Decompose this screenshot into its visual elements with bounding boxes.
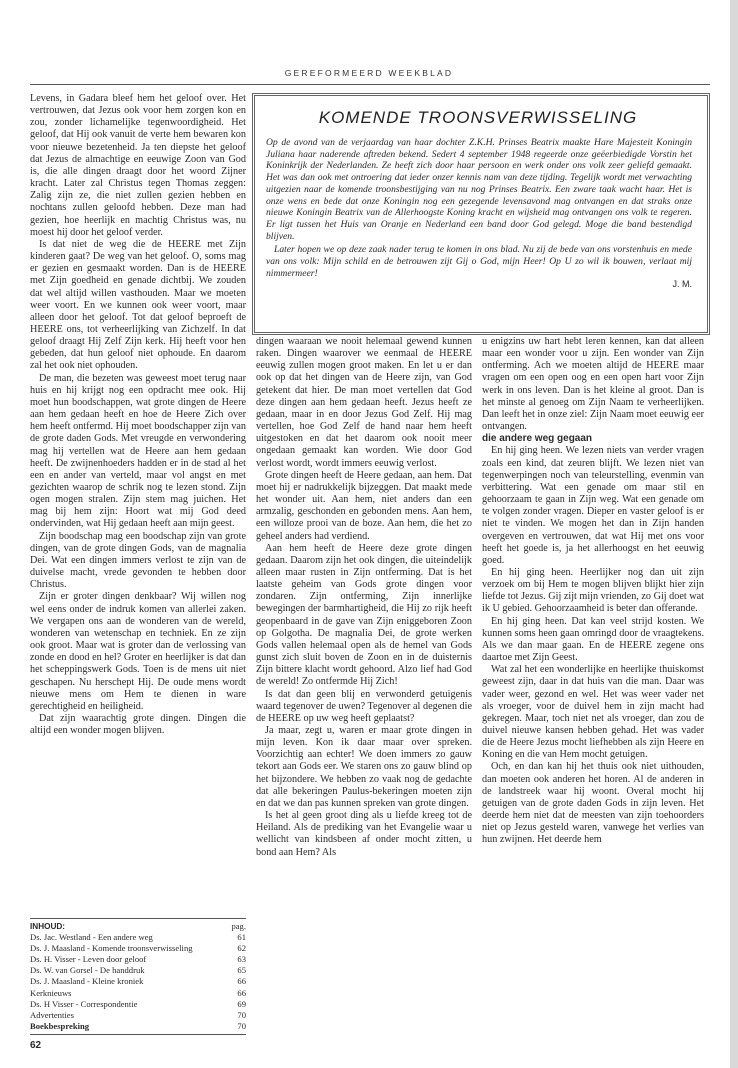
toc-heading: INHOUD: xyxy=(30,922,66,931)
paragraph: Is dat niet de weg die de HEERE met Zijn kinderen gaat? De weg van het geloof. O, soms mag er gezien en gesmaakt worden. Dan is de HEERE met Zijn goedheid en genade dichtbij. We zouden dat wel altijd willen vasthouden. Maar we moeten weer voort. En we kunnen ook weer voort, maar alleen door het geloof. Tot dat geloof beproeft de HEERE ons, tot verheerlijking van Zichzelf. In dat geloof draagt Hij Zelf Zijn kerk. Hij heeft voor hen gebeden, dat hun geloof niet ophoude. En daarom zal het ook niet ophouden. xyxy=(30,238,246,372)
toc-bottom-rule xyxy=(30,1034,246,1035)
paragraph: dingen waaraan we nooit helemaal gewend kunnen raken. Dingen waarover we eenmaal de HEERE eeuwig zullen mogen groot maken. En let u er dan ook op dat het dingen van de Heere zijn, van God getekent dat hier. De man moet vertellen dat God deze dingen aan hem gedaan heeft. Jezus heeft ze gedaan, maar in en door Jezus God Zelf. Hij mag vertellen, hoe God Zelf de hand naar hem heeft uitgestoken en dat het daarom ook nooit meer ongedaan gemaakt kan worden. Wie door God verlost wordt, wordt immers eeuwig verlost. xyxy=(256,336,472,469)
column-left xyxy=(30,93,246,737)
toc-header xyxy=(30,921,246,932)
toc-item: Ds. Jac. Westland - Een andere weg 61 xyxy=(30,932,246,943)
column-middle xyxy=(256,336,472,859)
paragraph: Zijn er groter dingen denkbaar? Wij willen nog wel eens onder de indruk komen van allerlei zaken. We vergapen ons aan de wonderen van de wereld, wonderen van wetenschap en techniek. En ze zijn ook groot. Maar wat is groter dan de verlossing van zonde en dood en hel? Groter en heerlijker is dat dan het scheppingswerk Gods. Toen is de mens uit niet geschapen. Nu herschept Hij. De oude mens wordt nieuwe mens om Hem te dienen in ware gerechtigheid en heiligheid. xyxy=(30,591,246,712)
toc-item: Ds. J. Maasland - Komende troonsverwisseling 62 xyxy=(30,943,246,954)
paragraph: Later hopen we op deze zaak nader terug te komen in ons blad. Nu zij de bede van ons vorstenhuis en mede van ons volk: Mijn schild en de betrouwen zijt Gij o God, mijn Heer! Op U zo wil ik bouwen, verlaat mij nimmermeer! xyxy=(266,244,692,279)
toc-item: Advertenties 70 xyxy=(30,1009,246,1020)
page-number: 62 xyxy=(30,1040,42,1051)
paragraph: Wat zal het een wonderlijke en heerlijke thuiskomst geweest zijn, daar in dat huis van die man. Daar was vader weer, gezond en wel. Het was weer vader net als vroeger, voor de duivel hem in zijn macht had gekregen. Maar, toch niet net als vroeger, dan zou de duivel nieuwe kansen hebben gehad. Het was vader die de Heere Jezus mocht liefhebben als zijn Heere en Koning en die van Hem mocht getuigen. xyxy=(482,664,704,761)
toc-top-rule xyxy=(30,918,246,919)
toc-item: Ds. H. Visser - Leven door geloof 63 xyxy=(30,954,246,965)
announcement-body xyxy=(266,137,692,291)
signature: J. M. xyxy=(672,279,692,290)
paragraph: Ja maar, zegt u, waren er maar grote dingen in mijn leven. Kon ik daar maar over spreken. Voorzichtig aan echter! We doen immers zo gauw tekort aan Gods eer. We staren ons zo gauw blind op het bijzondere. We hebben zo vaak nog de gedachte dat alle bekeringen Paulus-bekeringen moeten zijn en dat we dan pas kunnen spreken van grote dingen. xyxy=(256,725,472,809)
paragraph: En hij ging heen. We lezen niets van verder vragen zoals een kind, dat zeuren blijft. We lezen niet van tegenwerpingen noch van teleurstelling, evenmin van verbittering. Wat een genade om maar stil en gehoorzaam te gaan in Zijn weg. Wat een genade om te volgen zonder vragen. Dieper en vaster geloof is er niet te vinden. We mogen het dan in Zijn handen overgeven en vertrouwen, dat wat Hij met ons voor heeft het goede is, ja het allerhoogst en het eeuwig goed. xyxy=(482,445,704,566)
paragraph: En hij ging heen. Dat kan veel strijd kosten. We kunnen soms heen gaan omringd door de vraagtekens. Als we dan maar gaan. En de HEERE zegene ons daartoe met Zijn Geest. xyxy=(482,615,704,664)
paragraph: De man, die bezeten was geweest moet terug naar huis en hij krijgt nog een opdracht mee ook. Hij moet hun boodschappen, wat grote dingen de Heere aan hem gedaan heeft en hoe de Heere Zich over hem heeft ontfermd. Hij moet boodschapper zijn van de grote daden Gods. Met vreugde en verwondering mag hij vertellen wat de Heere aan hem gedaan heeft. De zwijnenhoeders hadden er in de stad al het een en ander van verteld, maar vol angst en met gezichten waarop de schrik nog te lezen stond. Zijn ogen mogen stralen. Zijn stem mag juichen. Het mag bij hem zijn: Hoort wat mij God deed ondervinden, wat Hij gedaan heeft aan mijn geest. xyxy=(30,372,246,530)
paragraph: En hij ging heen. Heerlijker nog dan uit zijn verzoek om bij Hem te mogen blijven blijkt hier zijn liefde tot Jezus. Gij zijt mijn vrienden, zo Gij doet wat ik U gebied. Gehoorzaamheid is beter dan offerande. xyxy=(482,566,704,615)
table-of-contents xyxy=(30,921,246,1032)
paragraph: Grote dingen heeft de Heere gedaan, aan hem. Dat moet hij er nadrukkelijk bijzeggen. Dat maakt mede het wonder uit. Aan hem, niet anders dan een armzalig, geschonden en gebonden mens. Aan hem, een willoze prooi van de boze. Aan hem, die het zo geheel anders had verdiend. xyxy=(256,469,472,542)
paragraph: Aan hem heeft de Heere deze grote dingen gedaan. Daarom zijn het ook dingen, die uiteindelijk alleen maar rusten in Zijn ontferming. Dat is het laatste geheim van Gods grote dingen voor zondaren. Zijn ontferming, Zijn innerlijke bewegingen der barmhartigheid, die Hij zo rijk heeft geopenbaard in de gave van Zijn eniggeboren Zoon op Golgotha. De magnalia Dei, de grote werken Gods vallen helemaal open als de hemel van Gods gunst zich sluit boven de Zoon en in de duisternis Zijn bittere klacht wordt gehoord. Alzo lief had God de wereld! Zo ontfermde Hij Zich! xyxy=(256,542,472,688)
toc-item: Ds. W. van Gorsel - De handdruk 65 xyxy=(30,965,246,976)
announcement-title: KOMENDE TROONSVERWISSELING xyxy=(318,108,638,127)
toc-page-heading: pag. xyxy=(231,921,246,931)
paragraph: Zijn boodschap mag een boodschap zijn van grote dingen, van de grote dingen Gods, van de magnalia Dei. Wat een dingen immers verlost te zijn van de duivelse macht, vrede gevonden te hebben door Christus. xyxy=(30,530,246,591)
paragraph: Levens, in Gadara bleef hem het geloof over. Het vertrouwen, dat Jezus ook voor hem zorgen kon en zou, zonder lichamelijke tegenwoordigheid. Het geloof, dat Hij ook vanuit de verte hem bewaren kon voor nieuwe bezetenheid. Ja ten diepste het geloof dat Jezus de almachtige en eeuwige Zoon van God is, die alle dingen draagt door het woord Zijner kracht. Later zal Christus tegen Thomas zeggen: Zalig zijn ze, die niet zullen gezien hebben en nochtans zullen geloofd hebben. Deze man had gezien, hoe heerlijk en machtig Christus was, nu moest hij door het geloof verder. xyxy=(30,93,246,238)
page-edge-shadow xyxy=(730,0,738,1068)
running-title: GEREFORMEERD WEEKBLAD xyxy=(284,68,454,78)
header-rule xyxy=(30,84,710,85)
paragraph: u enigzins uw hart hebt leren kennen, kan dat alleen maar een wonder voor u zijn. Een wonder van Zijn ontferming. Ach we moeten altijd de HEERE maar vragen om een open oog en een open hart voor Zijn werk in ons leven. Dan is het kleine al groot. Dan is het minste al genoeg om Zijn Naam te verheerlijken. Dan leeft het in onze ziel: Zijn Naam moet eeuwig eer ontvangen. xyxy=(482,336,704,433)
column-right xyxy=(482,336,704,847)
paragraph: Is dat dan geen blij en verwonderd getuigenis waard tegenover de uwen? Tegenover al degenen die de HEERE op uw weg heeft geplaatst? xyxy=(256,688,472,724)
section-heading: die andere weg gegaan xyxy=(482,433,593,445)
paragraph: Och, en dan kan hij het thuis ook niet uithouden, dan moeten ook anderen het horen. Al de anderen in de landstreek waar hij woont. Overal mocht hij getuigen van de grote daden Gods in zijn leven. Het deerde hem niet dat de meesten van zijn toehoorders niet op Jezus gesteld waren, vanwege het verlies van hun zwijnen. Het deerde hem xyxy=(482,761,704,846)
paragraph: Op de avond van de verjaardag van haar dochter Z.K.H. Prinses Beatrix maakte Hare Majesteit Koningin Juliana haar naderende aftreden bekend. Sedert 4 september 1948 regeerde onze geëerbiedigde Vorstin het Koninkrijk der Nederlanden. Ze heeft zich door haar persoon en werk onder ons volk zeer geliefd gemaakt. Het was dan ook met ontroering dat ieder onzer kennis nam van deze tijding. Tegelijk wordt met verwachting uitgezien naar de komende troonsbestijging van nu nog Prinses Beatrix. Een zware taak wacht haar. Het is onze wens en bede dat onze Koningin nog een gezegende levensavond mag ontvangen en dat straks onze nieuwe Koningin Beatrix van de Allerhoogste Koning kracht en wijsheid mag ontvangen ons volk te regeren. Er ligt tussen het Huis van Oranje en Nederland een band door God gelegd. Moge die band bestendigd blijven. xyxy=(266,137,692,242)
paragraph: Is het al geen groot ding als u liefde kreeg tot de Heiland. Als de prediking van het Evangelie waar u wellicht van kindsbeen af onder mocht zitten, u bond aan Hem? Als xyxy=(256,810,472,858)
toc-item: Kerknieuws 66 xyxy=(30,987,246,998)
toc-item: Ds. H Visser - Correspondentie 69 xyxy=(30,998,246,1009)
toc-item: Boekbespreking 70 xyxy=(30,1020,246,1031)
paragraph: Dat zijn waarachtig grote dingen. Dingen die altijd een wonder mogen blijven. xyxy=(30,712,246,737)
toc-item: Ds. J. Maasland - Kleine kroniek 66 xyxy=(30,976,246,987)
